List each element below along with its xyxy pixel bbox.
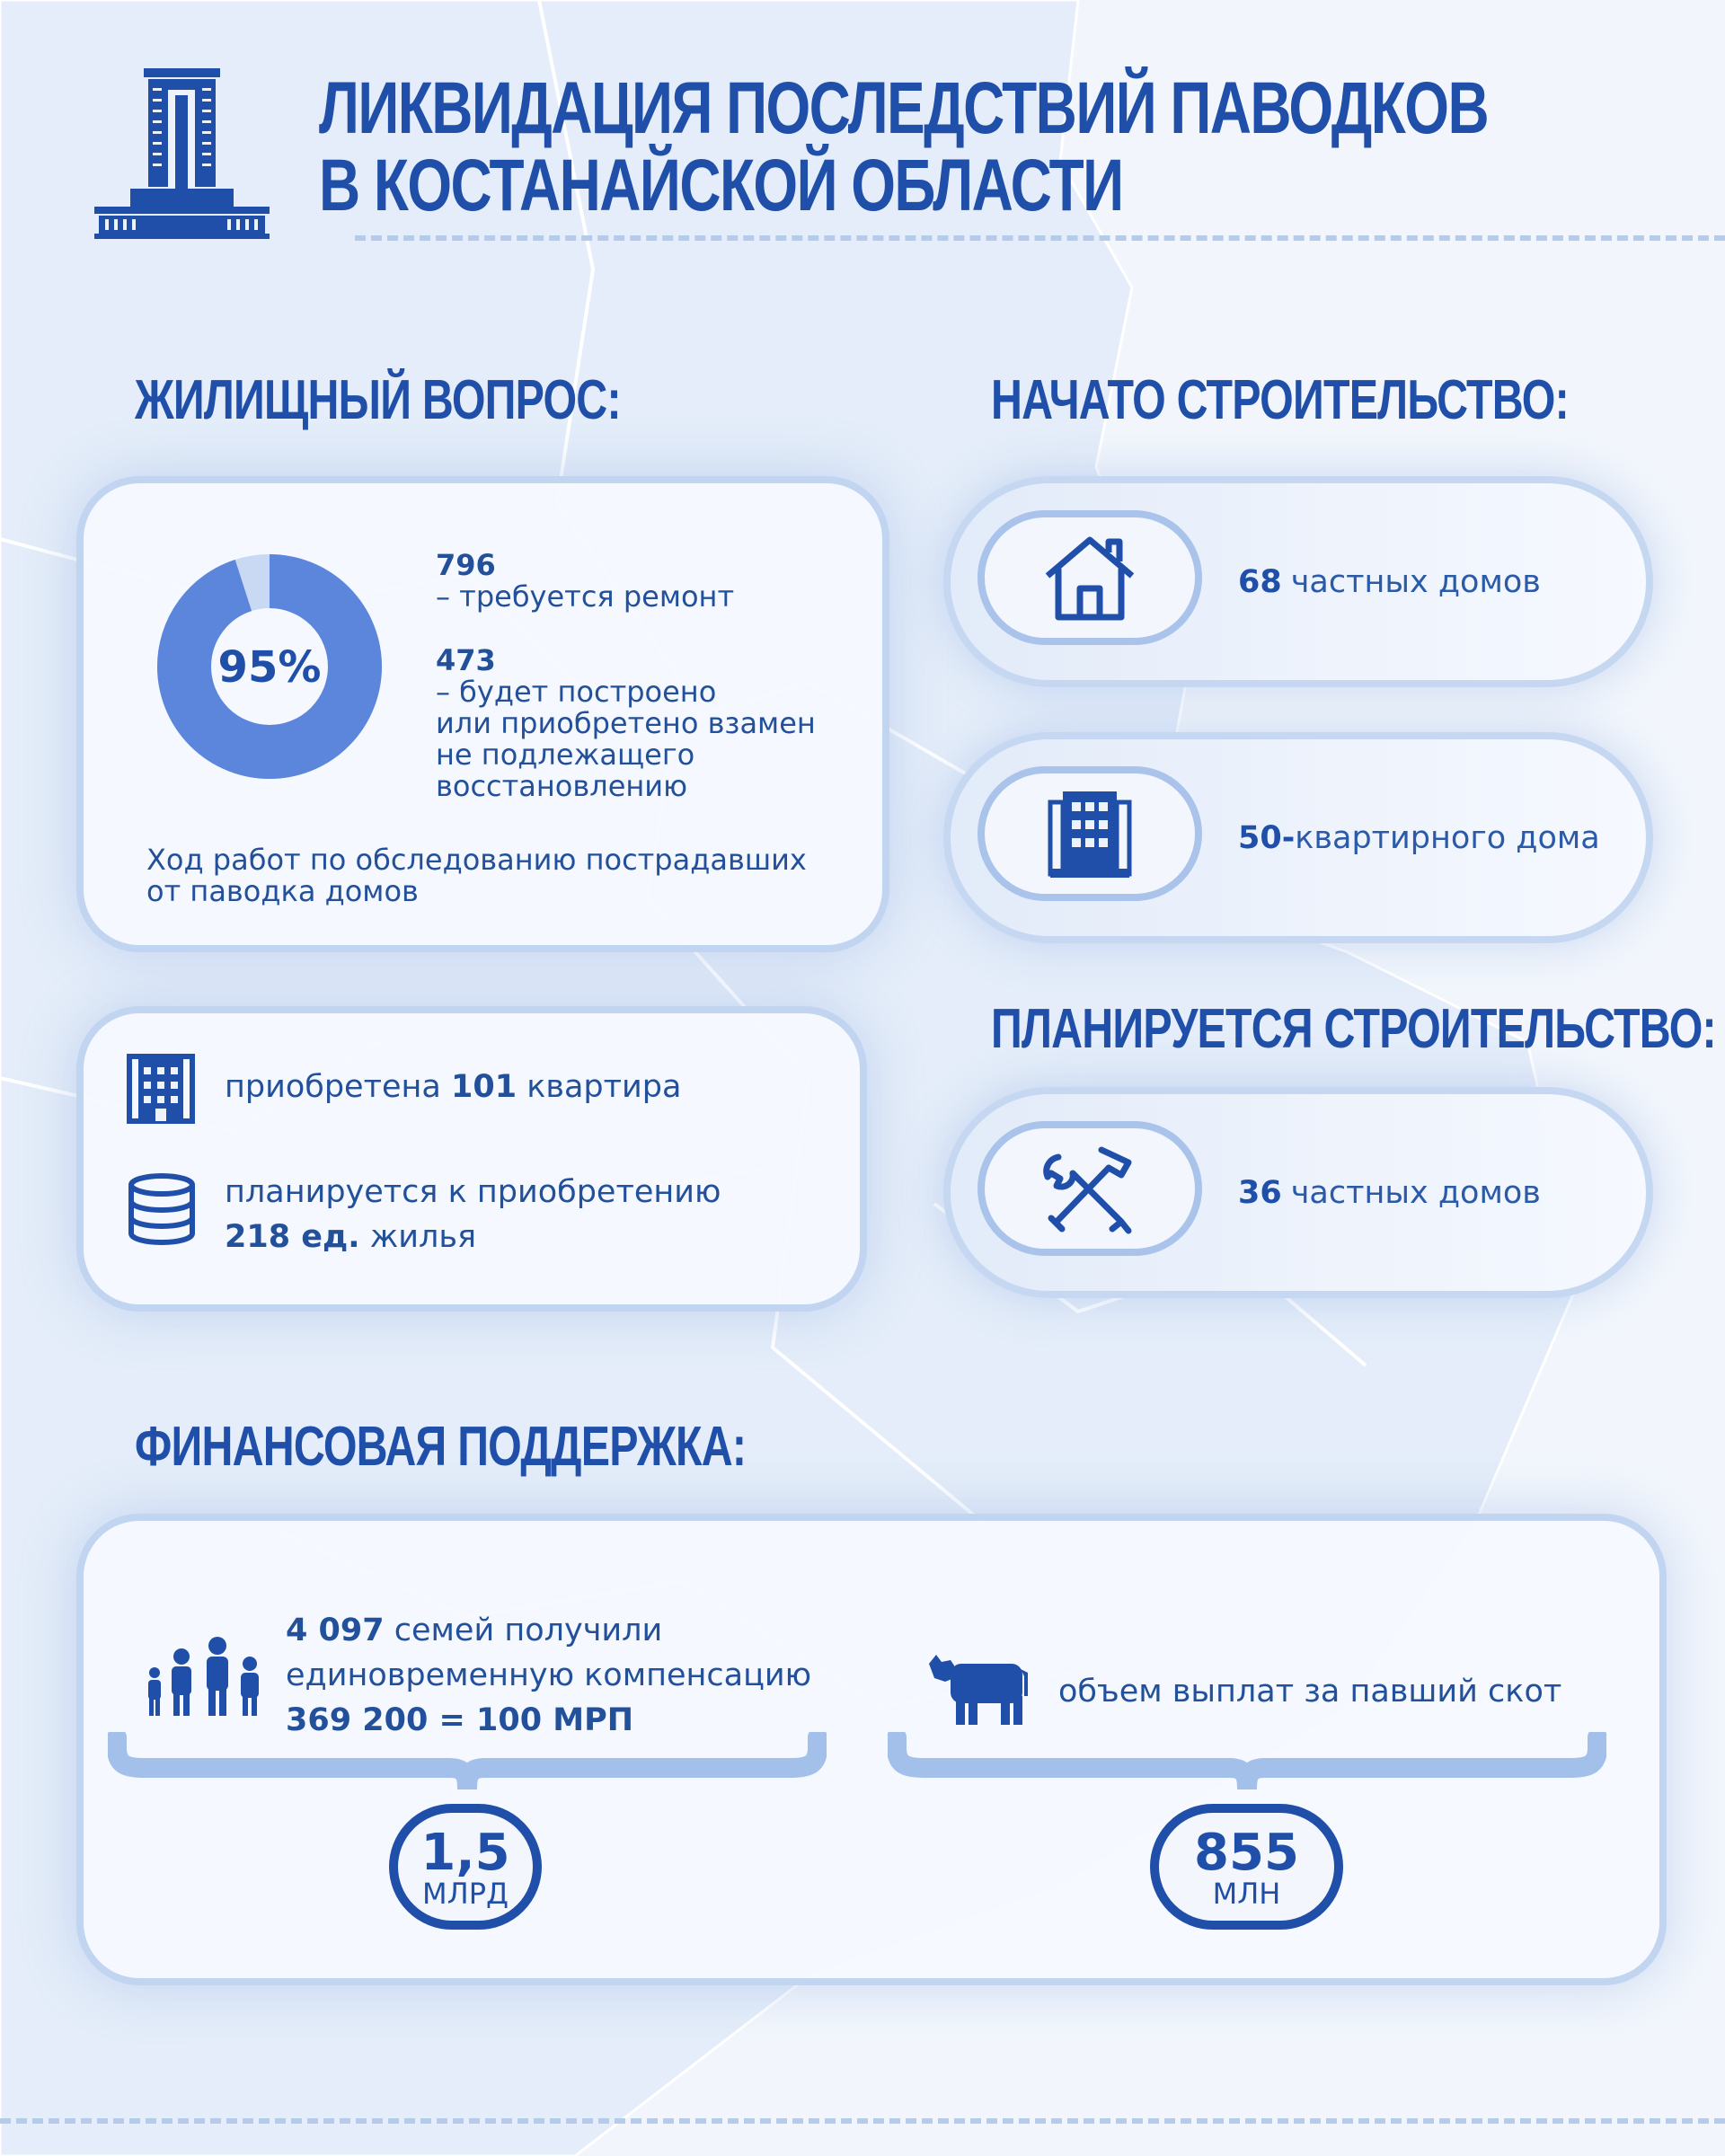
livestock-total-unit: МЛН [1212, 1877, 1281, 1911]
rebuild-line-4: восстановлению [436, 769, 688, 803]
icon-pill [978, 1121, 1202, 1256]
page-title [319, 67, 1489, 226]
survey-caption-line-1: Ход работ по обследованию пострадавших [146, 843, 807, 877]
planned-purchase-line-1: планируется к приобретению [225, 1174, 721, 1210]
families-compensation-text [286, 1608, 811, 1743]
purchased-value: 101 [451, 1069, 518, 1105]
families-bracket [108, 1732, 827, 1795]
icon-pill [978, 510, 1202, 645]
page-title-line-1: ЛИКВИДАЦИЯ ПОСЛЕДСТВИЙ ПАВОДКОВ [319, 67, 1489, 149]
donut-percent-label: 95% [217, 642, 322, 693]
construction-item-text: 50- квартирного дома [1238, 819, 1600, 856]
planned-item-private-houses [943, 1087, 1653, 1298]
planned-item-text: 36 частных домов [1238, 1174, 1541, 1211]
finance-section-title: ФИНАНСОВАЯ ПОДДЕРЖКА: [135, 1416, 747, 1478]
rebuild-line-3: не подлежащего [436, 738, 695, 772]
families-line-1: 4 097 семей получили [286, 1613, 663, 1648]
families-total-badge [389, 1804, 542, 1930]
rebuild-line-2: или приобретено взамен [436, 706, 816, 740]
apartment-building-icon [126, 1053, 196, 1125]
rebuild-value: 473 [436, 643, 496, 677]
apartment-building-icon [1045, 784, 1135, 883]
footer-divider [0, 2118, 1725, 2124]
planned-purchase-text [225, 1170, 721, 1259]
rebuild-stat [436, 645, 816, 802]
construction-started-title: НАЧАТО СТРОИТЕЛЬСТВО: [991, 369, 1569, 431]
livestock-total-value: 855 [1194, 1824, 1299, 1882]
icon-pill [978, 766, 1202, 901]
page-title-line-2: В КОСТАНАЙСКОЙ ОБЛАСТИ [319, 145, 1123, 226]
livestock-label: объем выплат за павший скот [1058, 1674, 1562, 1710]
families-line-3: 369 200 = 100 МРП [286, 1702, 634, 1738]
construction-item-private-houses [943, 476, 1653, 687]
rebuild-line-1: – будет построено [436, 675, 717, 709]
livestock-total-badge [1150, 1804, 1343, 1930]
livestock-bracket [888, 1732, 1606, 1795]
housing-section-title: ЖИЛИЩНЫЙ ВОПРОС: [135, 369, 621, 431]
construction-planned-title: ПЛАНИРУЕТСЯ СТРОИТЕЛЬСТВО: [991, 998, 1716, 1060]
families-line-2: единовременную компенсацию [286, 1657, 812, 1693]
construction-item-text: 68 частных домов [1238, 563, 1541, 600]
survey-caption-line-2: от паводка домов [146, 874, 419, 908]
repair-label: – требуется ремонт [436, 579, 735, 614]
family-icon [142, 1637, 268, 1722]
government-building-icon [94, 63, 270, 243]
repair-stat [436, 550, 734, 613]
cow-icon [927, 1651, 1031, 1727]
tools-icon [1031, 1139, 1148, 1238]
families-total-unit: МЛРД [422, 1877, 509, 1911]
housing-purchase-card [76, 1006, 867, 1312]
survey-caption [146, 844, 807, 907]
repair-value: 796 [436, 548, 496, 582]
header-divider [355, 235, 1725, 241]
construction-item-apartment-building [943, 732, 1653, 943]
planned-purchase-line-2: 218 ед. жилья [225, 1219, 477, 1255]
database-icon [126, 1172, 198, 1246]
purchased-apartments-text: приобретена 101 квартира [225, 1069, 682, 1105]
families-total-value: 1,5 [420, 1824, 510, 1882]
house-icon [1040, 533, 1139, 623]
